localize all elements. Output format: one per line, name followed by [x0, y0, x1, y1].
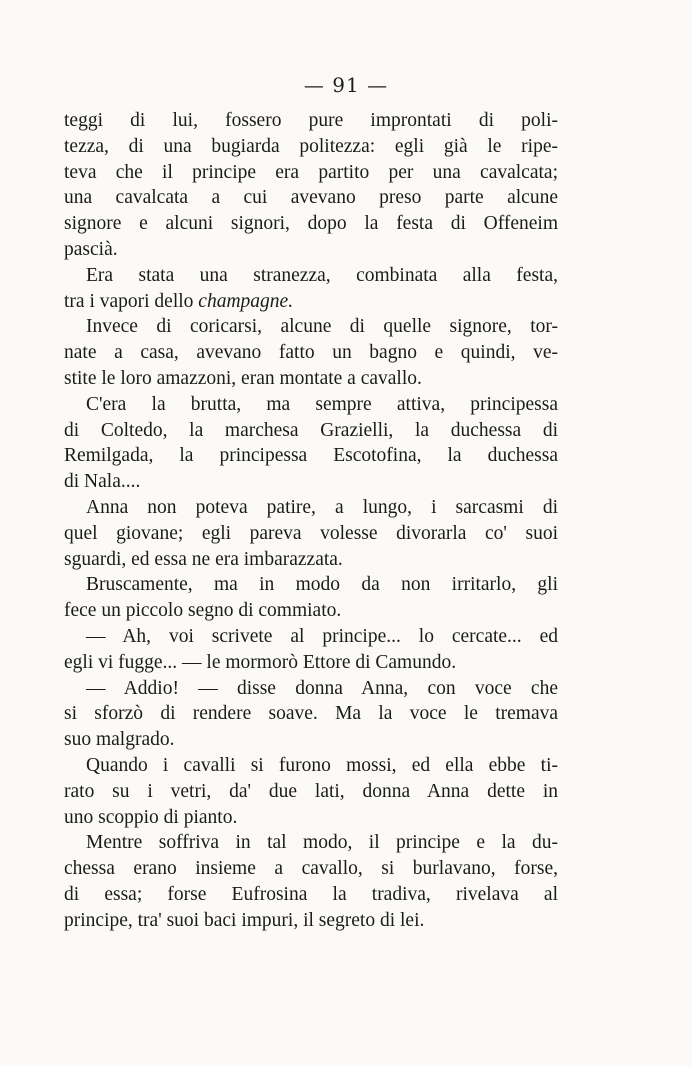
text-line: sguardi, ed essa ne era imbarazzata.	[64, 548, 343, 570]
text-line: Remilgada, la principessa Escotofina, la duchessa	[64, 445, 558, 467]
text-line: quel giovane; egli pareva volesse divorarla co' suoi	[64, 522, 558, 544]
text-line: di Coltedo, la marchesa Grazielli, la duchessa di	[64, 419, 558, 441]
text-fragment: tra i vapori dello	[64, 290, 199, 312]
text-line: di Nala....	[64, 471, 141, 493]
text-line: Era stata una stranezza, combinata alla festa,	[86, 264, 558, 286]
text-line: chessa erano insieme a cavallo, si burlavano, forse,	[64, 858, 558, 880]
text-line: Invece di coricarsi, alcune di quelle signore, tor-	[86, 316, 558, 338]
text-line: Mentre soffriva in tal modo, il principe e la du-	[86, 832, 558, 854]
text-line: C'era la brutta, ma sempre attiva, principessa	[86, 393, 558, 415]
text-line: Bruscamente, ma in modo da non irritarlo, gli	[86, 574, 558, 596]
text-line: nate a casa, avevano fatto un bagno e quindi, ve-	[64, 342, 558, 364]
text-line: teggi di lui, fossero pure improntati di poli-	[64, 110, 558, 131]
text-line-mixed	[64, 289, 558, 315]
text-line: rato su i vetri, da' due lati, donna Anna dette in	[64, 780, 558, 802]
text-line: si sforzò di rendere soave. Ma la voce le tremava	[64, 703, 558, 725]
text-line: — Ah, voi scrivete al principe... lo cercate... ed	[86, 625, 558, 647]
text-line: uno scoppio di pianto.	[64, 806, 238, 828]
text-line: teva che il principe era partito per una cavalcata;	[64, 161, 558, 183]
italic-word: champagne.	[198, 290, 294, 312]
text-line: di essa; forse Eufrosina la tradiva, rivelava al	[64, 883, 558, 905]
text-line: Quando i cavalli si furono mossi, ed ella ebbe ti-	[86, 754, 558, 776]
text-line: una cavalcata a cui avevano preso parte alcune	[64, 187, 558, 209]
text-line: suo malgrado.	[64, 729, 175, 751]
text-line: tezza, di una bugiarda politezza: egli già le ripe-	[64, 135, 558, 157]
text-line: fece un piccolo segno di commiato.	[64, 600, 342, 622]
page-number: — 91 —	[303, 73, 389, 97]
text-line: stite le loro amazzoni, eran montate a cavallo.	[64, 367, 422, 389]
text-line: Anna non poteva patire, a lungo, i sarcasmi di	[86, 496, 558, 518]
text-line: egli vi fugge... — le mormorò Ettore di Camundo.	[64, 651, 457, 673]
text-line: principe, tra' suoi baci impuri, il segreto di lei.	[64, 909, 425, 931]
text-line: pascià.	[64, 238, 118, 260]
text-line: signore e alcuni signori, dopo la festa di Offeneim	[64, 213, 558, 235]
text-line: — Addio! — disse donna Anna, con voce che	[86, 677, 558, 699]
body-text	[64, 108, 558, 934]
